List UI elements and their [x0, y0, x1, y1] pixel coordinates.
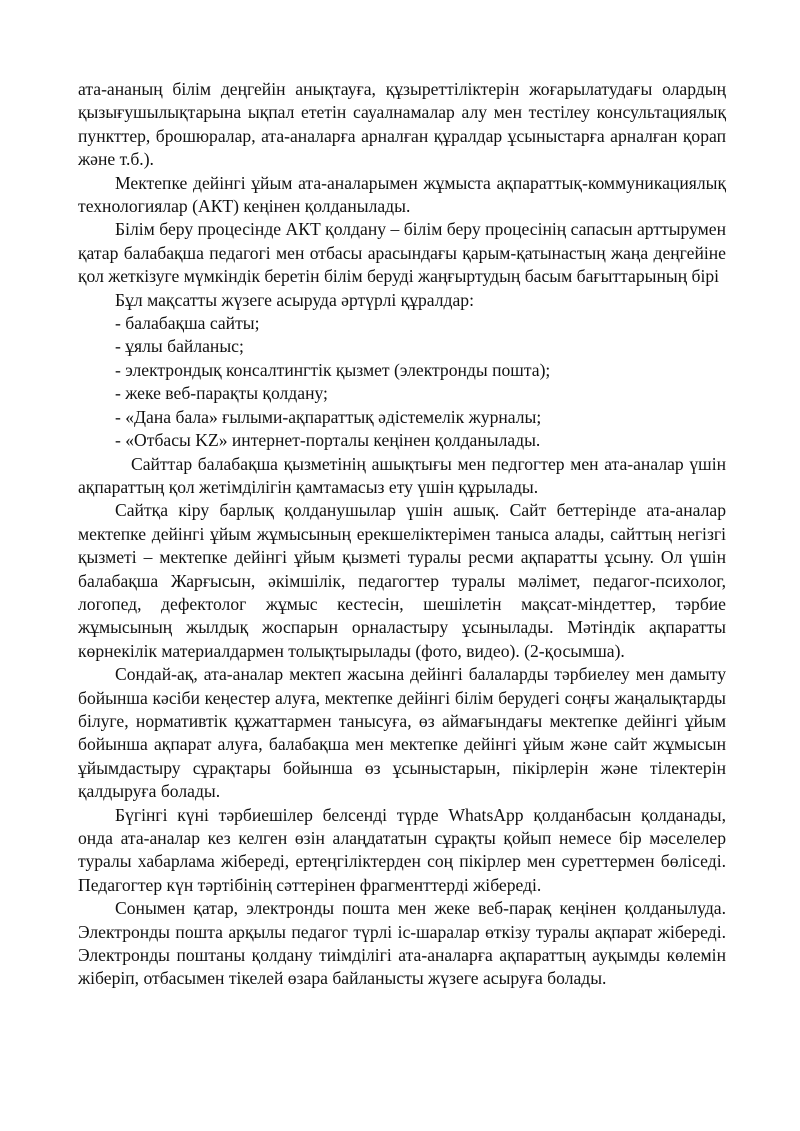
paragraph-ict-usage: Мектепке дейінгі ұйым ата-аналарымен жұмыста ақпараттық-коммуникациялық технологиялар (АКТ) кеңінен қолданылады. [78, 172, 726, 217]
paragraph-sites-purpose: Сайттар балабақша қызметінің ашықтығы мен педгогтер мен ата-аналар үшін ақпараттың қол жетімділігін қамтамасыз ету үшін құрылады. [78, 453, 726, 497]
list-item: - «Дана бала» ғылыми-ақпараттық әдістемелік журналы; [115, 406, 542, 427]
paragraph-whatsapp: Бүгінгі күні тәрбиешілер белсенді түрде WhatsApp қолданбасын қолданады, онда ата-аналар кез келген өзін алаңдататын сұрақты қойып немесе бір мәселелер туралы хабарлама жібереді, ертеңгіліктерден соң пікірлер мен суреттермен бөліседі. Педагогтер күн тәртібінің сәттерінен фрагменттерді жібереді. [78, 804, 726, 895]
document-page [78, 78, 726, 991]
paragraph-parents-opportunities: Сондай-ақ, ата-аналар мектеп жасына дейінгі балаларды тәрбиелеу мен дамыту бойынша кәсіби кеңестер алуға, мектепке дейінгі білім берудегі соңғы жаңалықтарды білуге, нормативтік құжаттармен танысуға, өз аймағындағы мектепке дейінгі ұйым бойынша ақпарат алуға, балабақша мен мектепке дейінгі ұйым және сайт жұмысын ұйымдастыру сұрақтары бойынша өз ұсыныстарын, пікірлерін және тілектерін қалдыруға болады. [78, 664, 726, 802]
list-item: - жеке веб-парақты қолдану; [115, 383, 328, 404]
tools-intro: Бұл мақсатты жүзеге асыруда әртүрлі құралдар: [115, 289, 474, 310]
paragraph-continuation: ата-ананың білім деңгейін анықтауға, құзыреттіліктерін жоғарылатудағы олардың қызығушылықтарына ықпал ететін сауалнамалар алу мен тестілеу консультациялық пункттер, брошюралар, ата-аналарға арналған құралдар ұсыныстарға арналған қорап және т.б.). [78, 79, 726, 170]
paragraph-site-access: Сайтқа кіру барлық қолданушылар үшін ашық. Сайт беттерінде ата-аналар мектепке дейінгі ұйым жұмысының ерекшеліктерімен таныса алады, сайттың негізгі қызметі – мектепке дейінгі ұйым қызметі туралы ресми ақпаратты ұсыну. Ол үшін балабақша Жарғысын, әкімшілік, педагогтер туралы мәлімет, педагог-психолог, логопед, дефектолог жұмыс кестесін, шешілетін мақсат-міндеттер, тәрбие жұмысының жылдық жоспарын орналастыру ұсынылады. Мәтіндік ақпаратты көрнекілік материалдармен толықтырылады (фото, видео). (2-қосымша). [78, 500, 726, 661]
paragraph-ict-education: Білім беру процесінде АКТ қолдану – білім беру процесінің сапасын арттырумен қатар балабақша педагогі мен отбасы арасындағы қарым-қатынастың жаңа деңгейіне қол жеткізуге мүмкіндік беретін білім беруді жаңғыртудың басым бағыттарының бірі [78, 219, 726, 287]
list-item: - электрондық консалтингтік қызмет (электронды пошта); [115, 359, 551, 380]
list-item: - «Отбасы KZ» интернет-порталы кеңінен қолданылады. [115, 430, 541, 451]
list-item: - балабақша сайты; [115, 313, 260, 334]
tools-list [78, 312, 726, 452]
list-item: - ұялы байланыс; [115, 336, 244, 357]
paragraph-email: Сонымен қатар, электронды пошта мен жеке веб-парақ кеңінен қолданылуда. Электронды пошта арқылы педагог түрлі іс-шаралар өткізу туралы ақпарат жібереді. Электронды поштаны қолдану тиімділігі ата-аналарға ақпараттың ауқымды көлемін жіберіп, отбасымен тікелей өзара байланысты жүзеге асыруға болады. [78, 898, 726, 989]
